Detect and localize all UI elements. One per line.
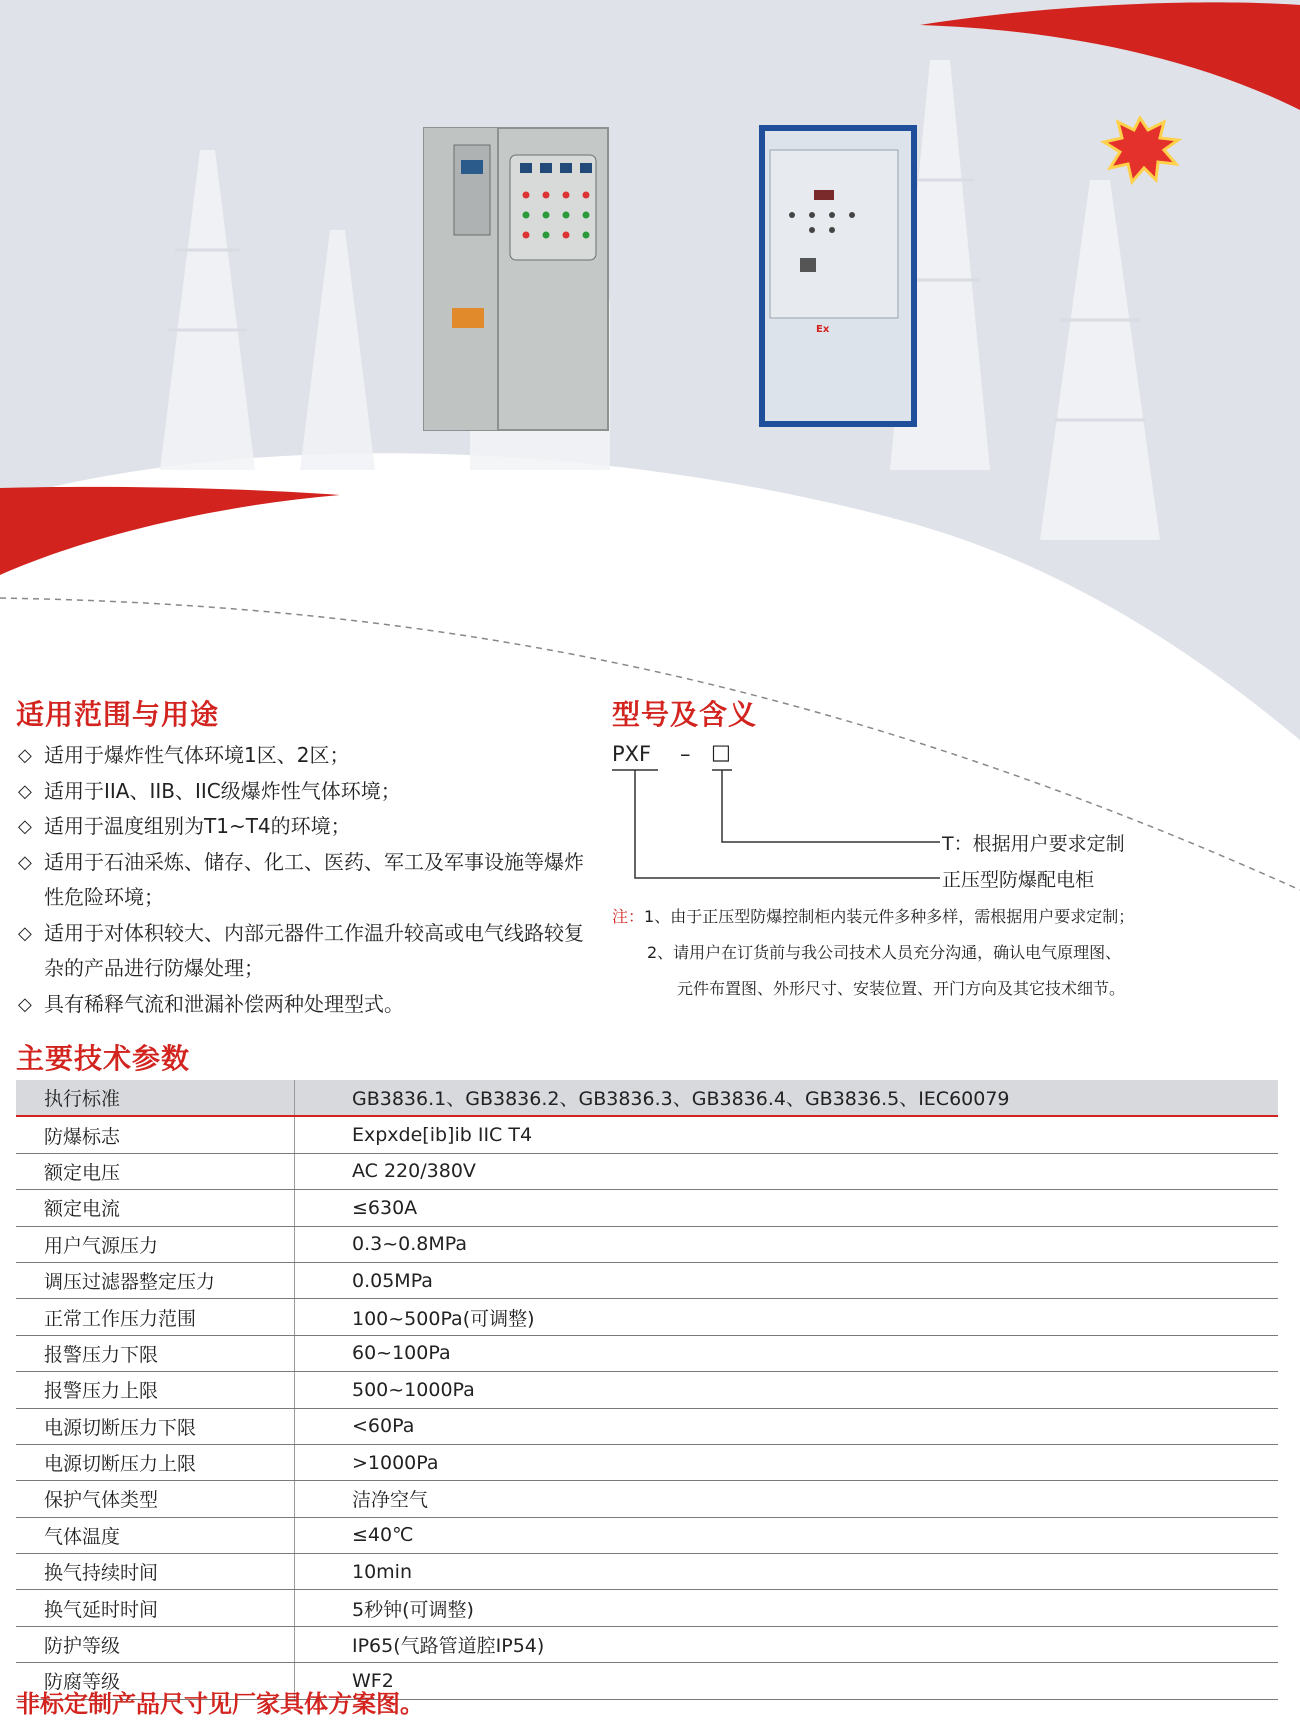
table-row (16, 1481, 1278, 1517)
diamond-bullet-icon: ◇ (18, 993, 32, 1015)
spec-key: 换气持续时间 (16, 1554, 295, 1590)
table-row (16, 1517, 1278, 1553)
spec-value: 0.05MPa (295, 1262, 1279, 1298)
table-row (16, 1116, 1278, 1153)
scope-item (18, 916, 584, 987)
spec-value: 500~1000Pa (295, 1372, 1279, 1408)
note-label: 注： (612, 907, 645, 926)
diamond-bullet-icon: ◇ (18, 745, 32, 766)
model-code: PXF (612, 742, 652, 766)
scope-item (18, 987, 578, 1023)
model-dash: – (680, 742, 691, 766)
scope-item-text: 适用于对体积较大、内部元器件工作温升较高或电气线路较复杂的产品进行防爆处理； (44, 920, 584, 980)
spec-key: 额定电流 (16, 1190, 295, 1226)
spec-key: 保护气体类型 (16, 1481, 295, 1517)
spec-value: >1000Pa (295, 1444, 1279, 1480)
table-row (16, 1153, 1278, 1189)
diamond-bullet-icon: ◇ (18, 922, 32, 944)
scope-section-title: 适用范围与用途 (16, 698, 220, 731)
spec-value: 0.3~0.8MPa (295, 1226, 1279, 1262)
spec-key: 防爆标志 (16, 1116, 295, 1153)
svg-text:Ex: Ex (816, 324, 830, 335)
spec-value: ≤630A (295, 1190, 1279, 1226)
spec-value: <60Pa (295, 1408, 1279, 1444)
spec-key: 电源切断压力上限 (16, 1444, 295, 1480)
model-section-title: 型号及含义 (612, 698, 758, 731)
spec-key: 用户气源压力 (16, 1226, 295, 1262)
spec-key: 报警压力下限 (16, 1335, 295, 1371)
specs-table (16, 1080, 1278, 1700)
spec-value: AC 220/380V (295, 1153, 1279, 1189)
diamond-bullet-icon: ◇ (18, 816, 32, 837)
spec-value: 60~100Pa (295, 1335, 1279, 1371)
spec-key: 额定电压 (16, 1153, 295, 1189)
spec-key: 防腐等级 (16, 1663, 295, 1699)
table-row (16, 1590, 1278, 1626)
spec-key: 调压过滤器整定压力 (16, 1262, 295, 1298)
spec-value: Expxde[ib]ib IIC T4 (295, 1116, 1279, 1153)
table-row (16, 1444, 1278, 1480)
model-note-1 (612, 899, 1134, 935)
spec-value: WF2 (295, 1663, 1279, 1699)
specs-section-title: 主要技术参数 (16, 1042, 191, 1075)
scope-item-text: 适用于石油采炼、储存、化工、医药、军工及军事设施等爆炸性危险环境； (44, 849, 584, 909)
table-row (16, 1226, 1278, 1262)
model-meaning-pxf: 正压型防爆配电柜 (942, 869, 1095, 891)
spec-key: 气体温度 (16, 1517, 295, 1553)
diamond-bullet-icon: ◇ (18, 851, 32, 873)
table-row (16, 1372, 1278, 1408)
model-box: □ (711, 740, 731, 764)
table-row (16, 1626, 1278, 1662)
model-meaning-t: T：根据用户要求定制 (942, 833, 1125, 855)
model-note-3: 元件布置图、外形尺寸、安装位置、开门方向及其它技术细节。 (677, 979, 1126, 998)
spec-value: IP65(气路管道腔IP54) (295, 1626, 1279, 1662)
table-row (16, 1408, 1278, 1444)
scope-item-text: 具有稀释气流和泄漏补偿两种处理型式。 (44, 991, 404, 1016)
spec-value: 100~500Pa(可调整) (295, 1299, 1279, 1335)
spec-value: 洁净空气 (295, 1481, 1279, 1517)
spec-value: 10min (295, 1554, 1279, 1590)
spec-key: 报警压力上限 (16, 1372, 295, 1408)
table-row (16, 1335, 1278, 1371)
note-text: 1、由于正压型防爆控制柜内装元件多种多样，需根据用户要求定制； (644, 907, 1135, 926)
scope-item-text: 适用于温度组别为T1~T4的环境； (44, 814, 351, 838)
spec-value: GB3836.1、GB3836.2、GB3836.3、GB3836.4、GB3836.5、IEC60079 (295, 1080, 1279, 1116)
spec-key: 换气延时时间 (16, 1590, 295, 1626)
spec-value: 5秒钟(可调整) (295, 1590, 1279, 1626)
table-row (16, 1554, 1278, 1590)
table-row (16, 1080, 1278, 1116)
spec-key: 防护等级 (16, 1626, 295, 1662)
table-row (16, 1299, 1278, 1335)
footer-note: 非标定制产品尺寸见厂家具体方案图。 (16, 1690, 424, 1718)
scope-item-text: 适用于IIA、IIB、IIC级爆炸性气体环境； (44, 778, 401, 803)
table-row (16, 1190, 1278, 1226)
model-note-2: 2、请用户在订货前与我公司技术人员充分沟通，确认电气原理图、 (647, 943, 1122, 962)
scope-item-text: 适用于爆炸性气体环境1区、2区； (44, 743, 350, 767)
spec-key: 正常工作压力范围 (16, 1299, 295, 1335)
spec-key: 电源切断压力下限 (16, 1408, 295, 1444)
diamond-bullet-icon: ◇ (18, 780, 32, 802)
spec-value: ≤40℃ (295, 1517, 1279, 1553)
spec-key: 执行标准 (16, 1080, 295, 1116)
table-row (16, 1262, 1278, 1298)
